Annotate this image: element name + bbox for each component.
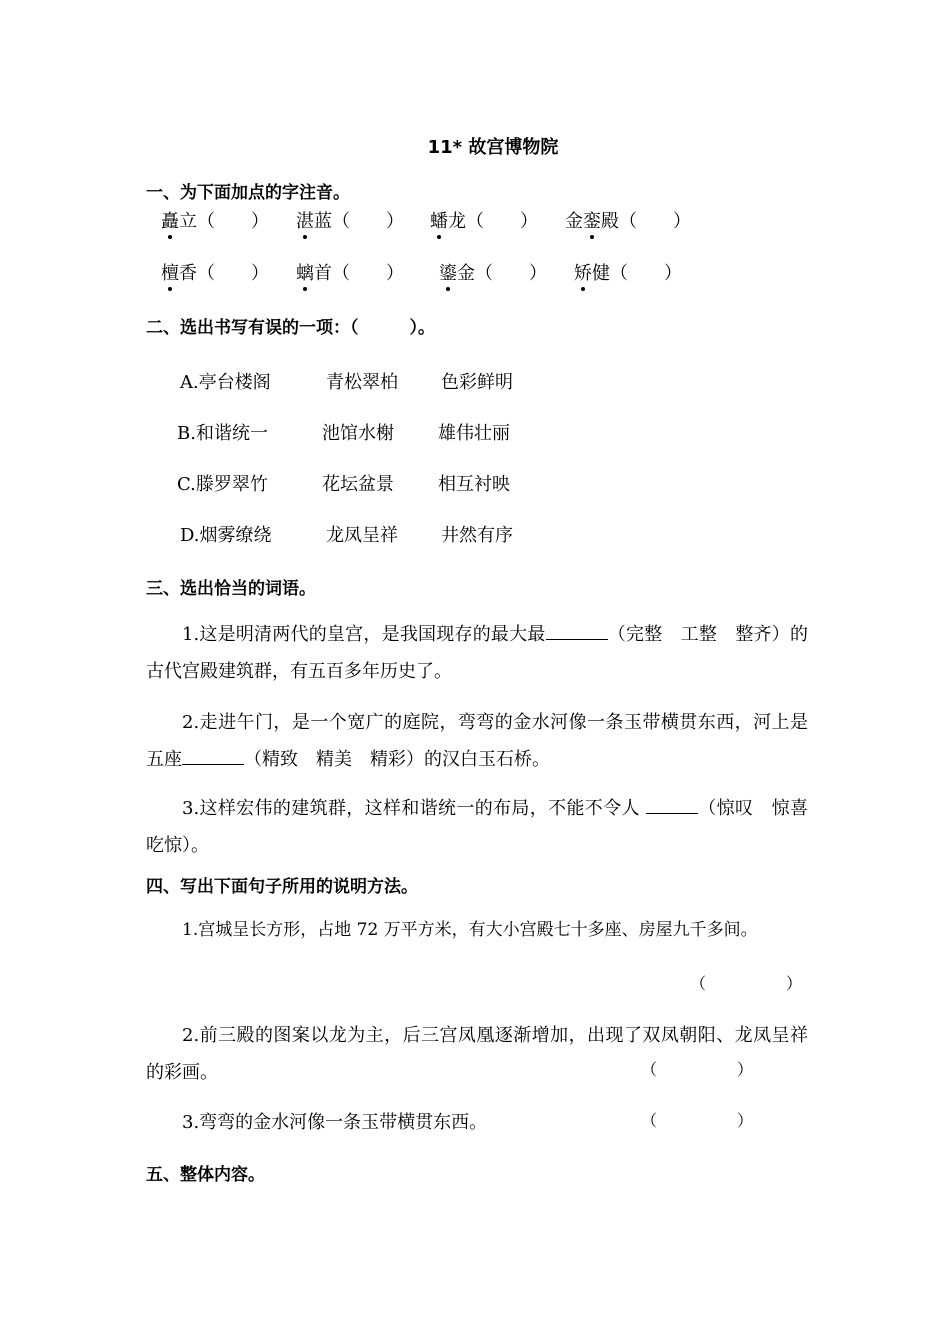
option-d-word3: 井然有序	[441, 525, 513, 546]
section4-question-1: 1.宫城呈长方形，占地 72 万平方米，有大小宫殿七十多座、房屋九千多间。	[182, 920, 758, 940]
section3-question-3: 3.这样宏伟的建筑群，这样和谐统一的布局，不能不令人 （惊叹 惊喜 吃惊）。	[146, 790, 808, 864]
option-a-word3: 色彩鲜明	[441, 372, 513, 393]
pinyin-item: 檀香（ ）	[161, 259, 269, 285]
section3-heading: 三、选出恰当的词语。	[146, 579, 316, 599]
option-c-label: C.滕罗翠竹	[177, 474, 268, 495]
option-b-label: B.和谐统一	[177, 423, 268, 444]
pinyin-item: 矗立（ ）	[161, 207, 269, 233]
answer-paren[interactable]: （ ）	[641, 1060, 754, 1079]
option-d-label: D.烟雾缭绕	[180, 525, 272, 546]
answer-paren[interactable]: （ ）	[690, 974, 803, 993]
answer-blank[interactable]	[546, 621, 608, 640]
pinyin-item: 湛蓝（ ）	[296, 207, 404, 233]
section2-heading: 二、选出书写有误的一项：（ ）。	[146, 318, 435, 338]
pinyin-item: 矫健（ ）	[574, 259, 682, 285]
option-b-word2: 池馆水榭	[322, 423, 394, 444]
pinyin-item: 螭首（ ）	[296, 259, 404, 285]
option-a-label: A.亭台楼阁	[180, 372, 271, 393]
section1-heading: 一、为下面加点的字注音。	[146, 183, 350, 203]
answer-blank[interactable]	[646, 795, 698, 814]
option-d-word2: 龙凤呈祥	[326, 525, 398, 546]
section3-question-2: 2.走进午门，是一个宽广的庭院，弯弯的金水河像一条玉带横贯东西，河上是五座 （精致 精美 精彩）的汉白玉石桥。	[146, 712, 808, 770]
page-title: 11* 故宫博物院	[427, 137, 559, 158]
section3-question-1: 1.这是明清两代的皇宫，是我国现存的最大最 （完整 工整 整齐）的古代宫殿建筑群，有五百多年历史了。	[146, 616, 808, 690]
answer-paren[interactable]: （ ）	[641, 1111, 754, 1130]
option-b-word3: 雄伟壮丽	[438, 423, 510, 444]
pinyin-item: 金銮殿（ ）	[565, 207, 691, 233]
option-c-word2: 花坛盆景	[322, 474, 394, 495]
section4-heading: 四、写出下面句子所用的说明方法。	[146, 877, 418, 897]
pinyin-item: 鎏金（ ）	[439, 259, 547, 285]
answer-blank[interactable]	[182, 746, 244, 765]
section5-heading: 五、整体内容。	[146, 1165, 265, 1185]
option-a-word2: 青松翠柏	[326, 372, 398, 393]
section4-question-2: 2.前三殿的图案以龙为主，后三宫凤凰逐渐增加，出现了双凤朝阳、龙凤呈祥的彩画。	[146, 1025, 808, 1083]
section4-question-3: 3.弯弯的金水河像一条玉带横贯东西。	[182, 1112, 488, 1133]
pinyin-item: 蟠龙（ ）	[430, 207, 538, 233]
option-c-word3: 相互衬映	[438, 474, 510, 495]
